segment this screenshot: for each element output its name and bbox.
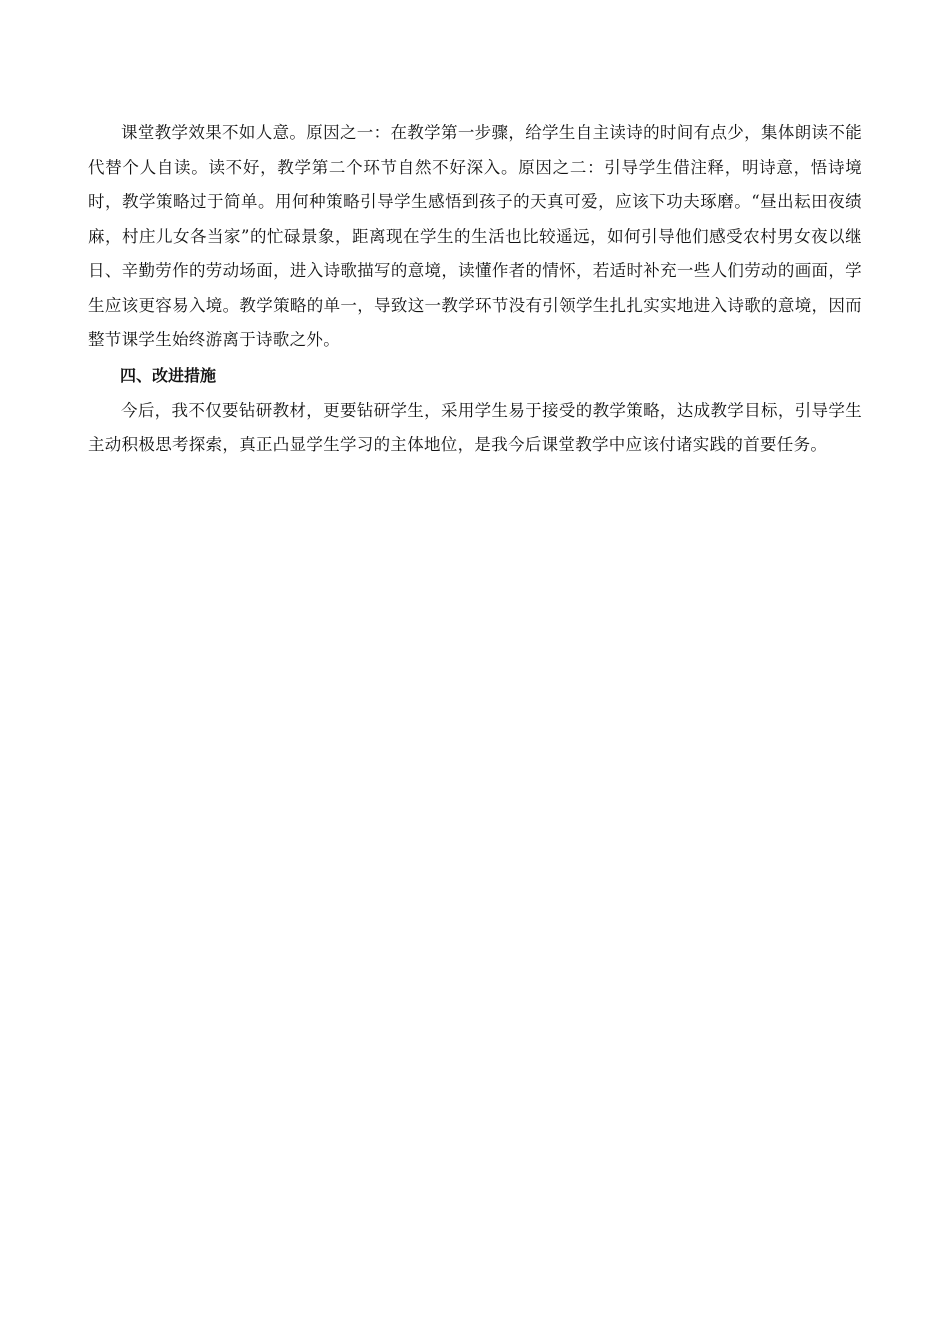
- document-page: [88, 116, 862, 463]
- body-paragraph-reasons: 课堂教学效果不如人意。原因之一：在教学第一步骤，给学生自主读诗的时间有点少，集体朗读不能代替个人自读。读不好，教学第二个环节自然不好深入。原因之二：引导学生借注释，明诗意，悟诗境时，教学策略过于简单。用何种策略引导学生感悟到孩子的天真可爱，应该下功夫琢磨。“昼出耘田夜绩麻，村庄儿女各当家”的忙碌景象，距离现在学生的生活也比较遥远，如何引导他们感受农村男女夜以继日、辛勤劳作的劳动场面，进入诗歌描写的意境，读懂作者的情怀，若适时补充一些人们劳动的画面，学生应该更容易入境。教学策略的单一，导致这一教学环节没有引领学生扎扎实实地进入诗歌的意境，因而整节课学生始终游离于诗歌之外。: [88, 123, 862, 349]
- body-paragraph-improvements: 今后，我不仅要钻研教材，更要钻研学生，采用学生易于接受的教学策略，达成教学目标，引导学生主动积极思考探索，真正凸显学生学习的主体地位，是我今后课堂教学中应该付诸实践的首要任务。: [88, 400, 862, 454]
- section-heading: 四、改进措施: [120, 365, 217, 385]
